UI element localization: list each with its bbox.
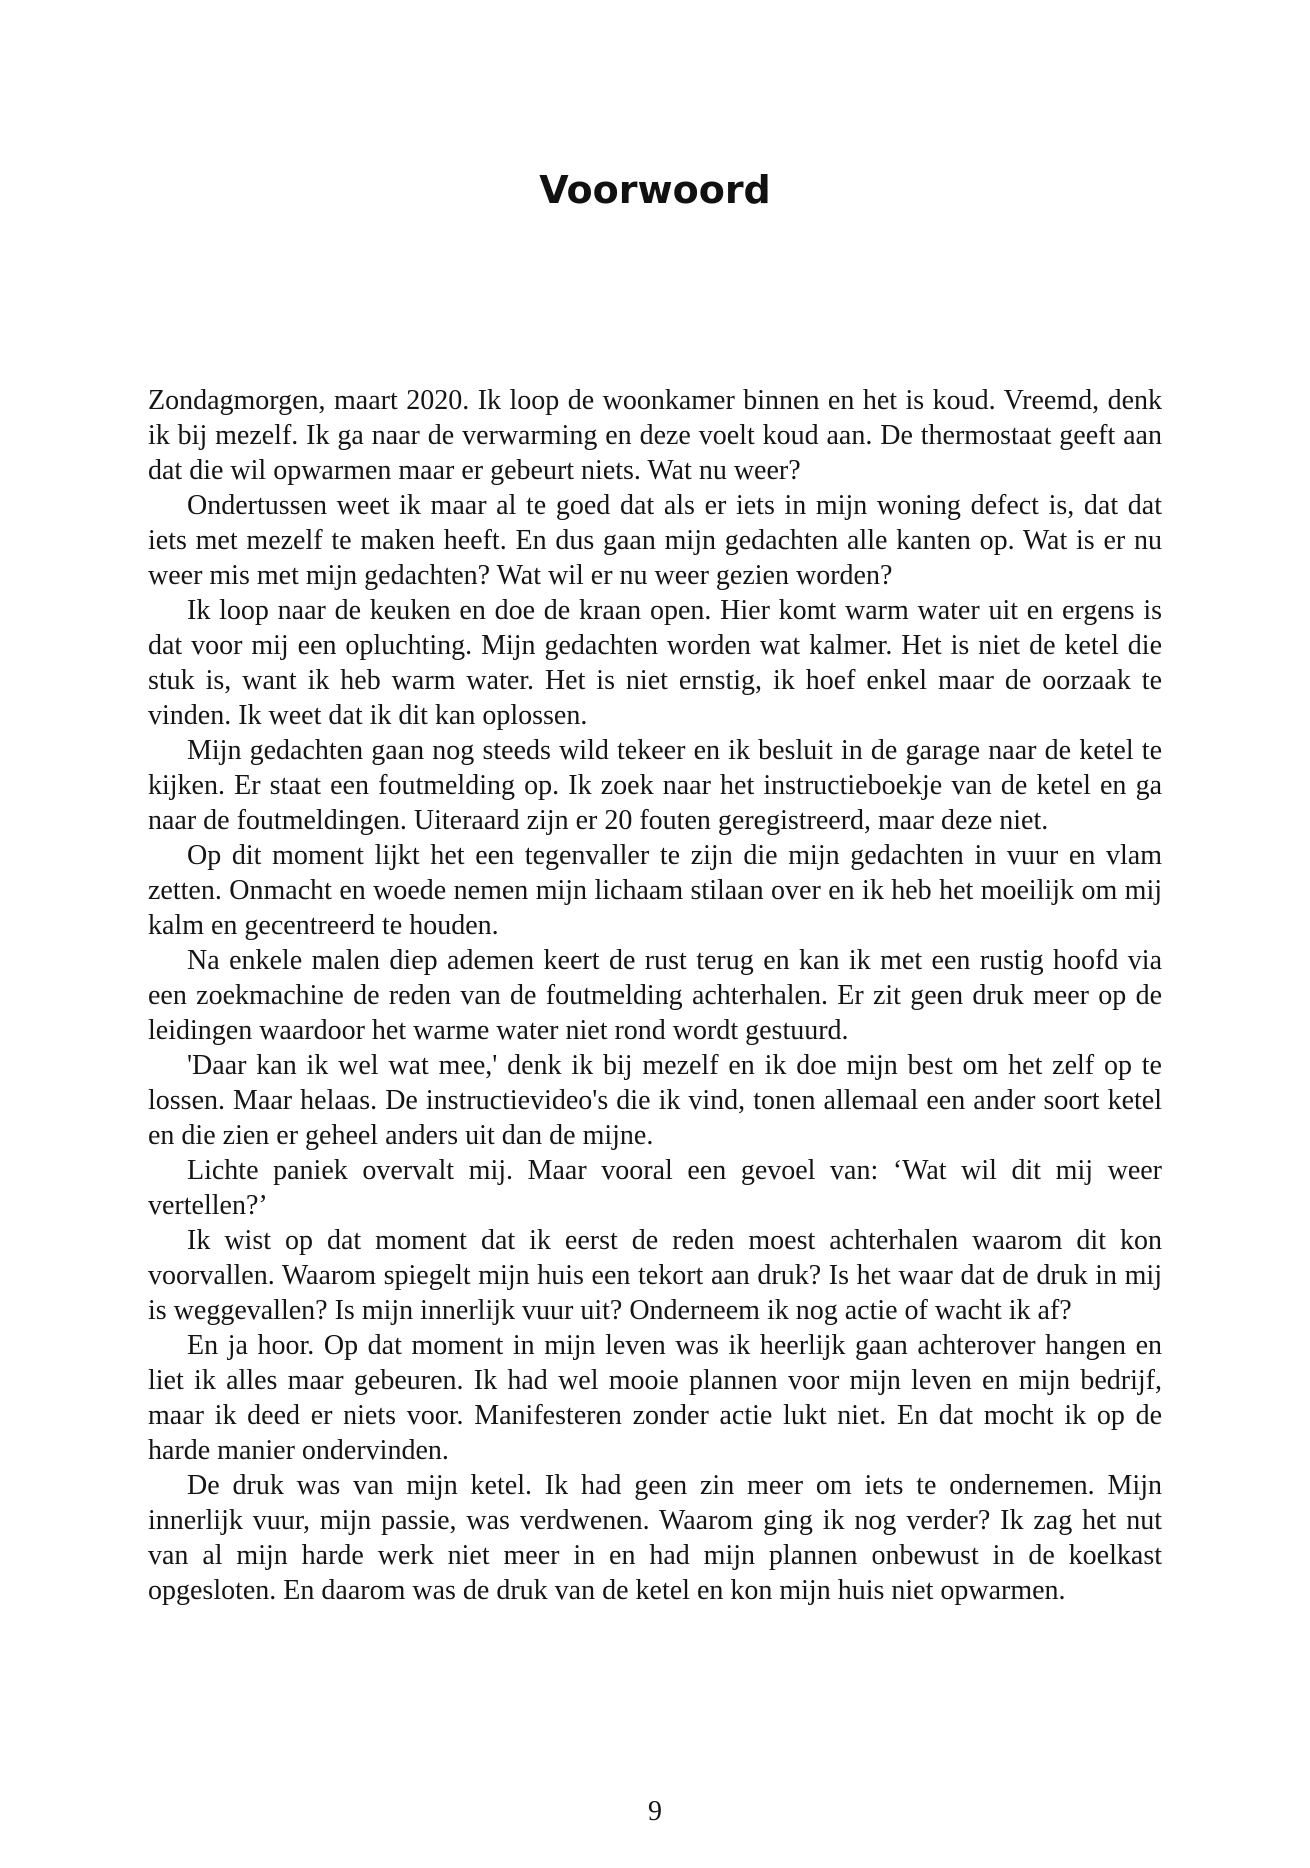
paragraph: Ik wist op dat moment dat ik eerst de reden moest achterhalen waarom dit kon voorvallen. Waarom spiegelt mijn huis een tekort aan druk? Is het waar dat de druk in mij is weggevallen? Is mijn innerlijk vuur uit? Onderneem ik nog actie of wacht ik af? [148,1225,1162,1326]
paragraph: De druk was van mijn ketel. Ik had geen zin meer om iets te ondernemen. Mijn innerlijk vuur, mijn passie, was verdwenen. Waarom ging ik nog verder? Ik zag het nut van al mijn harde werk niet meer in en had mijn plannen onbewust in de koelkast opgesloten. En daarom was de druk van de ketel en kon mijn huis niet opwarmen. [148,1470,1162,1606]
paragraph: Ondertussen weet ik maar al te goed dat als er iets in mijn woning defect is, dat dat iets met mezelf te maken heeft. En dus gaan mijn gedachten alle kanten op. Wat is er nu weer mis met mijn gedachten? Wat wil er nu weer gezien worden? [148,490,1162,591]
paragraph: 'Daar kan ik wel wat mee,' denk ik bij mezelf en ik doe mijn best om het zelf op te lossen. Maar helaas. De instructievideo's die ik vind, tonen allemaal een ander soort ketel en die zien er geheel anders uit dan de mijne. [148,1050,1162,1151]
paragraph: Lichte paniek overvalt mij. Maar vooral een gevoel van: ‘Wat wil dit mij weer vertellen?’ [148,1155,1162,1221]
paragraph: Ik loop naar de keuken en doe de kraan open. Hier komt warm water uit en ergens is dat voor mij een opluchting. Mijn gedachten worden wat kalmer. Het is niet de ketel die stuk is, want ik heb warm water. Het is niet ernstig, ik hoef enkel maar de oorzaak te vinden. Ik weet dat ik dit kan oplossen. [148,595,1162,731]
paragraph: Na enkele malen diep ademen keert de rust terug en kan ik met een rustig hoofd via een zoekmachine de reden van de foutmelding achterhalen. Er zit geen druk meer op de leidingen waardoor het warme water niet rond wordt gestuurd. [148,945,1162,1046]
chapter-title: Voorwoord [539,168,771,212]
paragraph: Mijn gedachten gaan nog steeds wild tekeer en ik besluit in de garage naar de ketel te kijken. Er staat een foutmelding op. Ik zoek naar het instructieboekje van de ketel en ga naar de foutmeldingen. Uiteraard zijn er 20 fouten geregistreerd, maar deze niet. [148,735,1162,836]
paragraph: Op dit moment lijkt het een tegenvaller te zijn die mijn gedachten in vuur en vlam zetten. Onmacht en woede nemen mijn lichaam stilaan over en ik heb het moeilijk om mij kalm en gecentreerd te houden. [148,840,1162,941]
chapter-body [148,383,1162,1608]
paragraph: En ja hoor. Op dat moment in mijn leven was ik heerlijk gaan achterover hangen en liet ik alles maar gebeuren. Ik had wel mooie plannen voor mijn leven en mijn bedrijf, maar ik deed er niets voor. Manifesteren zonder actie lukt niet. En dat mocht ik op de harde manier ondervinden. [148,1330,1162,1466]
page-number: 9 [648,1796,662,1827]
paragraph: Zondagmorgen, maart 2020. Ik loop de woonkamer binnen en het is koud. Vreemd, denk ik bij mezelf. Ik ga naar de verwarming en deze voelt koud aan. De thermostaat geeft aan dat die wil opwarmen maar er gebeurt niets. Wat nu weer? [148,385,1162,486]
